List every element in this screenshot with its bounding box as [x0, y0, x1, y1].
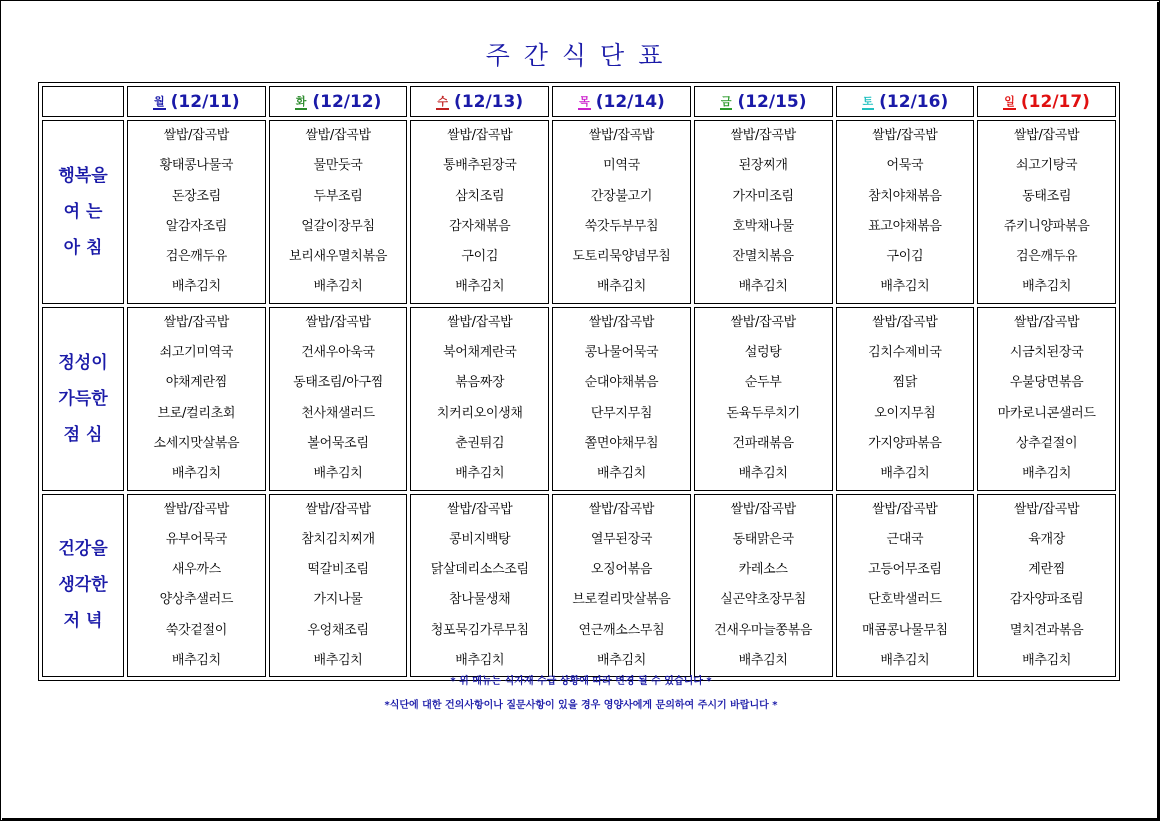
dish-item: 배추김치 [171, 279, 221, 295]
dish-item: 근대국 [886, 531, 924, 547]
day-date: (12/12) [312, 91, 382, 112]
dish-item: 삼치조림 [455, 188, 505, 204]
dish-item: 새우까스 [171, 562, 221, 578]
dish-item: 쌀밥/잡곡밥 [305, 314, 371, 330]
day-badge: 일 [1004, 94, 1015, 108]
dish-item: 단호박샐러드 [868, 592, 942, 608]
dish-item: 쌀밥/잡곡밥 [872, 128, 938, 143]
dish-item: 가자미조림 [732, 188, 794, 204]
day-badge: 월 [154, 94, 165, 108]
meal-label-line: 생각한 [58, 575, 108, 596]
dish-item: 볼어묵조림 [307, 435, 369, 451]
day-header [836, 86, 975, 117]
day-menu-cell [552, 494, 691, 678]
day-date: (12/15) [737, 91, 807, 112]
dish-item: 동태조림 [1022, 188, 1072, 204]
day-badge: 화 [295, 94, 307, 108]
dish-item: 오징어볶음 [590, 562, 653, 578]
day-menu-cell [127, 120, 266, 304]
dish-item: 구이김 [461, 249, 499, 265]
dish-item: 배추김치 [880, 653, 930, 669]
dish-item: 청포묵김가루무침 [430, 622, 529, 638]
dish-item: 배추김치 [313, 466, 363, 482]
dish-item: 춘권튀김 [455, 435, 505, 451]
day-menu-cell [127, 307, 266, 491]
dish-item: 북어채계란국 [442, 345, 517, 361]
dish-item: 동태조림/아구찜 [293, 375, 383, 391]
dish-item: 단무지무침 [590, 405, 653, 421]
dish-item: 쌀밥/잡곡밥 [588, 314, 655, 330]
day-date: (12/17) [1020, 91, 1090, 112]
dish-item: 감자양파조림 [1009, 592, 1084, 608]
dish-item: 쌀밥/잡곡밥 [163, 128, 230, 143]
day-menu-cell [269, 307, 408, 491]
dish-item: 배추김치 [1022, 466, 1072, 482]
dish-item: 동태맑은국 [732, 531, 794, 547]
dish-item: 참치야채볶음 [868, 188, 942, 204]
day-menu-cell [694, 494, 833, 678]
notice-change: * 위 메뉴는 식자재 수급 상황에 따라 변경 될 수 있습니다 * [450, 676, 712, 687]
dish-item: 실곤약초장무침 [720, 592, 807, 608]
dish-item: 건새우마늘쫑볶음 [714, 622, 813, 638]
dish-item: 쌀밥/잡곡밥 [730, 501, 796, 517]
dish-item: 계란찜 [1028, 562, 1065, 578]
dish-item: 얼갈이장무침 [301, 218, 375, 234]
dish-item: 알감자조림 [165, 218, 227, 234]
dish-item: 배추김치 [738, 466, 788, 482]
dish-item: 배추김치 [596, 653, 646, 669]
day-header [552, 86, 691, 117]
meal-label-line: 건강을 [58, 539, 108, 560]
dish-item: 시금치된장국 [1009, 345, 1084, 361]
dish-item: 감자채볶음 [449, 218, 511, 234]
page-shadow-bottom [2, 818, 1160, 821]
meal-label-line: 저 녁 [63, 611, 103, 632]
dish-item: 배추김치 [880, 466, 930, 482]
dish-item: 참치김치찌개 [301, 531, 375, 547]
dish-item: 두부조림 [313, 188, 363, 204]
dish-item: 배추김치 [596, 466, 646, 482]
day-badge: 목 [579, 94, 590, 108]
dish-item: 미역국 [603, 158, 640, 174]
dish-item: 양상추샐러드 [159, 592, 234, 608]
dish-item: 어묵국 [886, 158, 924, 174]
day-menu-cell [694, 120, 833, 304]
dish-item: 쌀밥/잡곡밥 [163, 314, 230, 330]
day-menu-cell [410, 307, 549, 491]
dish-item: 표고야채볶음 [868, 218, 942, 234]
dish-item: 쑥갓두부무침 [584, 218, 659, 234]
dish-item: 볶음짜장 [455, 375, 505, 391]
dish-item: 배추김치 [455, 653, 505, 669]
day-menu-cell [410, 120, 549, 304]
dish-item: 배추김치 [596, 279, 646, 295]
dish-item: 천사채샐러드 [301, 405, 375, 421]
dish-item: 쌀밥/잡곡밥 [588, 501, 655, 517]
day-date: (12/14) [595, 91, 665, 112]
dish-item: 건새우아욱국 [301, 345, 375, 361]
dish-item: 배추김치 [313, 279, 363, 295]
dish-item: 유부어묵국 [165, 531, 227, 547]
dish-item: 잔멸치볶음 [732, 249, 794, 265]
day-menu-cell [269, 494, 408, 678]
page-title: 주간식단표 [485, 41, 677, 70]
dish-item: 떡갈비조림 [307, 562, 369, 578]
dish-item: 우불당면볶음 [1009, 375, 1084, 391]
dish-item: 소세지맛살볶음 [153, 435, 240, 451]
dish-item: 구이김 [886, 249, 924, 265]
dish-item: 쌀밥/잡곡밥 [305, 128, 371, 143]
dish-item: 검은깨두유 [1015, 249, 1078, 265]
dish-item: 순대야채볶음 [584, 375, 659, 391]
dish-item: 간장불고기 [590, 188, 653, 204]
dish-item: 브로/컬리초회 [157, 405, 236, 421]
day-date: (12/11) [170, 91, 240, 112]
dish-item: 우엉채조림 [307, 622, 369, 638]
dish-item: 배추김치 [313, 653, 363, 669]
day-header [694, 86, 833, 117]
dish-item: 카레소스 [738, 562, 788, 578]
dish-item: 닭살데리소스조림 [430, 562, 529, 578]
dish-item: 연근깨소스무침 [578, 622, 665, 638]
dish-item: 마카로니콘샐러드 [997, 405, 1096, 421]
dish-item: 도토리묵양념무침 [572, 249, 671, 265]
dish-item: 고등어무조림 [868, 562, 942, 578]
dish-item: 배추김치 [171, 653, 221, 669]
dish-item: 매콤콩나물무침 [861, 622, 948, 638]
dish-item: 검은깨두유 [165, 249, 227, 265]
dish-item: 배추김치 [1022, 279, 1072, 295]
dish-item: 쌀밥/잡곡밥 [305, 501, 371, 517]
dish-item: 열무된장국 [590, 531, 653, 547]
meal-label-line: 점 심 [63, 424, 103, 445]
dish-item: 찜닭 [892, 375, 918, 391]
dish-item: 쌀밥/잡곡밥 [872, 501, 938, 517]
dish-item: 쑥갓겉절이 [165, 622, 227, 638]
dish-item: 쇠고기탕국 [1015, 158, 1078, 174]
dish-item: 상추겉절이 [1015, 435, 1078, 451]
dish-item: 가지양파볶음 [868, 435, 942, 451]
corner-cell [42, 86, 124, 117]
dish-item: 물만둣국 [313, 158, 363, 174]
dish-item: 브로컬리맛살볶음 [572, 592, 671, 608]
dish-item: 콩비지백탕 [449, 531, 511, 547]
dish-item: 오이지무침 [874, 405, 936, 421]
meal-label-line: 정성이 [58, 352, 108, 373]
header-row [42, 86, 1116, 117]
dish-item: 보리새우멸치볶음 [289, 249, 388, 265]
day-menu-cell [977, 494, 1116, 678]
dish-item: 쌀밥/잡곡밥 [1013, 501, 1080, 517]
meal-label-line: 여 는 [63, 201, 103, 222]
day-badge: 토 [862, 94, 874, 108]
day-header-sunday [977, 86, 1116, 117]
dish-item: 배추김치 [1022, 653, 1072, 669]
meal-row [42, 307, 1116, 491]
dish-item: 배추김치 [738, 279, 788, 295]
meal-label-line: 행복을 [58, 165, 108, 186]
day-menu-cell [410, 494, 549, 678]
dish-item: 배추김치 [880, 279, 930, 295]
dish-item: 쌀밥/잡곡밥 [730, 128, 796, 143]
dish-item: 쌀밥/잡곡밥 [872, 314, 938, 330]
meal-label [42, 307, 124, 491]
day-badge: 수 [437, 94, 449, 108]
meal-label [42, 120, 124, 304]
day-menu-cell [977, 307, 1116, 491]
dish-item: 참나물생채 [449, 592, 511, 608]
day-menu-cell [269, 120, 408, 304]
dish-item: 멸치견과볶음 [1009, 622, 1084, 638]
dish-item: 순두부 [744, 375, 782, 391]
notice-inquiry: *식단에 대한 건의사항이나 질문사항이 있을 경우 영양사에게 문의하여 주시기 바랍니다 * [384, 700, 778, 711]
dish-item: 황태콩나물국 [159, 158, 234, 174]
dish-item: 쌀밥/잡곡밥 [730, 314, 796, 330]
dish-item: 야채계란찜 [165, 375, 227, 391]
dish-item: 콩나물어묵국 [584, 345, 659, 361]
day-menu-cell [836, 494, 975, 678]
dish-item: 쥬키니양파볶음 [1003, 218, 1090, 234]
day-menu-cell [552, 120, 691, 304]
dish-item: 호박채나물 [732, 218, 794, 234]
dish-item: 돈장조림 [171, 188, 221, 204]
dish-item: 쇠고기미역국 [159, 345, 234, 361]
dish-item: 치커리오이생채 [436, 405, 523, 421]
dish-item: 통배추된장국 [442, 158, 517, 174]
dish-item: 쌀밥/잡곡밥 [1013, 128, 1080, 143]
day-date: (12/13) [454, 91, 524, 112]
meal-label-line: 아 침 [63, 237, 103, 258]
dish-item: 쌀밥/잡곡밥 [588, 128, 655, 143]
dish-item: 건파래볶음 [732, 435, 794, 451]
dish-item: 된장찌개 [738, 158, 788, 174]
day-badge: 금 [720, 94, 732, 108]
day-menu-cell [552, 307, 691, 491]
dish-item: 쌀밥/잡곡밥 [447, 314, 513, 330]
day-header [127, 86, 266, 117]
dish-item: 육개장 [1028, 531, 1065, 547]
day-menu-cell [694, 307, 833, 491]
day-menu-cell [836, 307, 975, 491]
day-header [410, 86, 549, 117]
dish-item: 쌀밥/잡곡밥 [447, 128, 513, 143]
dish-item: 가지나물 [313, 592, 363, 608]
dish-item: 배추김치 [738, 653, 788, 669]
dish-item: 돈육두루치기 [726, 405, 800, 421]
meal-label [42, 494, 124, 678]
meal-row [42, 120, 1116, 304]
dish-item: 배추김치 [455, 466, 505, 482]
dish-item: 쌀밥/잡곡밥 [1013, 314, 1080, 330]
day-menu-cell [977, 120, 1116, 304]
dish-item: 쌀밥/잡곡밥 [447, 501, 513, 517]
day-menu-cell [836, 120, 975, 304]
dish-item: 쫄면야채무침 [584, 435, 659, 451]
meal-label-line: 가득한 [58, 388, 108, 409]
menu-table [38, 82, 1120, 681]
day-date: (12/16) [879, 91, 949, 112]
dish-item: 김치수제비국 [868, 345, 942, 361]
day-menu-cell [127, 494, 266, 678]
day-header [269, 86, 408, 117]
dish-item: 쌀밥/잡곡밥 [163, 501, 230, 517]
dish-item: 배추김치 [171, 466, 221, 482]
meal-row [42, 494, 1116, 678]
dish-item: 배추김치 [455, 279, 505, 295]
dish-item: 설렁탕 [744, 345, 782, 361]
